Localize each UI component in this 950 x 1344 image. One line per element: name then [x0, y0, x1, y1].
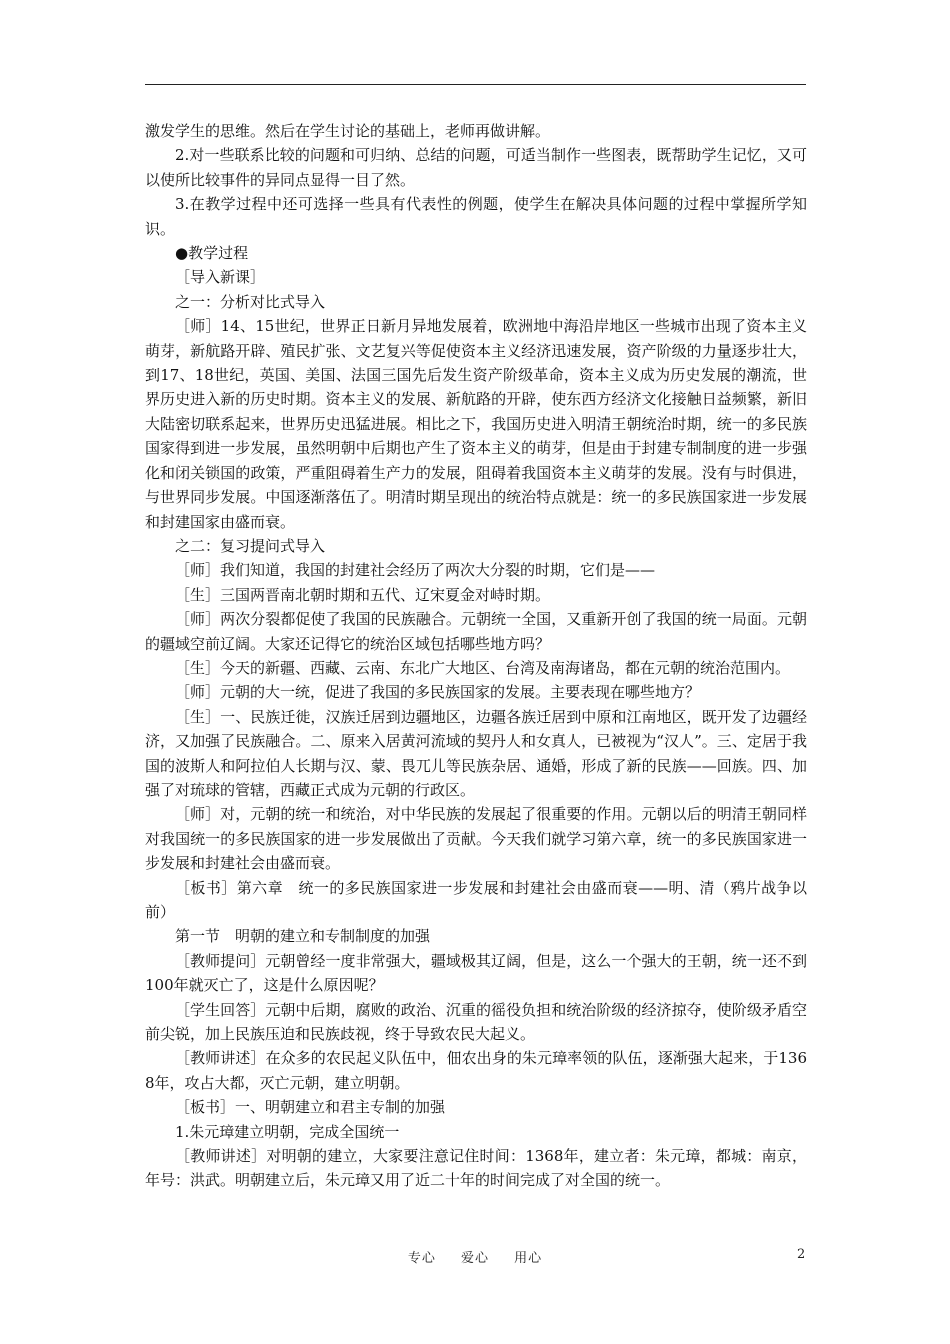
paragraph: 2.对一些联系比较的问题和可归纳、总结的问题，可适当制作一些图表，既帮助学生记忆，又可以使所比较事件的异同点显得一目了然。: [145, 146, 807, 189]
paragraph: ［板书］第六章 统一的多民族国家进一步发展和封建社会由盛而衰——明、清（鸦片战争以前）: [145, 878, 807, 921]
page-number: 2: [797, 1247, 806, 1262]
paragraph: ［生］今天的新疆、西藏、云南、东北广大地区、台湾及南海诸岛，都在元朝的统治范围内。: [175, 658, 791, 677]
header-rule: [145, 84, 806, 85]
paragraph: ［教师提问］元朝曾经一度非常强大，疆域极其辽阔，但是，这么一个强大的王朝，统一还不到100年就灭亡了，这是什么原因呢？: [145, 951, 807, 995]
paragraph: ［师］元朝的大一统，促进了我国的多民族国家的发展。主要表现在哪些地方？: [175, 683, 701, 702]
footer-motto: [0, 1247, 950, 1266]
document-body: [145, 119, 807, 1193]
paragraph: ［教师讲述］在众多的农民起义队伍中，佃农出身的朱元璋率领的队伍，逐渐强大起来，于1368年，攻占大都，灭亡元朝，建立明朝。: [145, 1049, 807, 1092]
paragraph: 激发学生的思维。然后在学生讨论的基础上，老师再做讲解。: [145, 122, 551, 140]
footer-motto-word: 用心: [514, 1251, 543, 1266]
paragraph: ［生］三国两晋南北朝时期和五代、辽宋夏金对峙时期。: [175, 585, 551, 604]
paragraph: 之二：复习提问式导入: [175, 536, 326, 555]
paragraph: ［板书］一、明朝建立和君主专制的加强: [175, 1098, 446, 1117]
paragraph: ［师］两次分裂都促使了我国的民族融合。元朝统一全国，又重新开创了我国的统一局面。元朝的疆域空前辽阔。大家还记得它的统治区域包括哪些地方吗？: [145, 610, 807, 653]
paragraph: 3.在教学过程中还可选择一些具有代表性的例题，使学生在解决具体问题的过程中掌握所学知识。: [145, 195, 807, 238]
paragraph: 第一节 明朝的建立和专制制度的加强: [175, 927, 431, 946]
paragraph: ［生］一、民族迁徙，汉族迁居到边疆地区，边疆各族迁居到中原和江南地区，既开发了边疆经济，又加强了民族融合。二、原来入居黄河流域的契丹人和女真人，已被视为“汉人”。三、定居于我国的波斯人和阿拉伯人长期与汉、蒙、畏兀儿等民族杂居、通婚，形成了新的民族——回族。四、加强了对琉球的管辖，西藏正式成为元朝的行政区。: [145, 707, 807, 799]
paragraph: 1.朱元璋建立明朝，完成全国统一: [175, 1122, 400, 1141]
paragraph: ●教学过程: [175, 244, 249, 263]
paragraph: ［导入新课］: [175, 268, 266, 287]
paragraph: ［学生回答］元朝中后期，腐败的政治、沉重的徭役负担和统治阶级的经济掠夺，使阶级矛盾空前尖锐，加上民族压迫和民族歧视，终于导致农民大起义。: [145, 1000, 807, 1044]
paragraph: ［师］14、15世纪，世界正日新月异地发展着，欧洲地中海沿岸地区一些城市出现了资本主义萌芽，新航路开辟、殖民扩张、文艺复兴等促使资本主义经济迅速发展，资产阶级的力量逐步壮大，到17、18世纪，英国、美国、法国三国先后发生资产阶级革命，资本主义成为历史发展的潮流，世界历史进入新的历史时期。资本主义的发展、新航路的开辟，使东西方经济文化接触日益频繁，新旧大陆密切联系起来，世界历史迅猛进展。相比之下，我国历史进入明清王朝统治时期，统一的多民族国家得到进一步发展，虽然明朝中后期也产生了资本主义的萌芽，但是由于封建专制制度的进一步强化和闭关锁国的政策，严重阻碍着生产力的发展，阻碍着我国资本主义萌芽的发展。没有与时俱进，与世界同步发展。中国逐渐落伍了。明清时期呈现出的统治特点就是：统一的多民族国家进一步发展和封建国家由盛而衰。: [145, 317, 807, 531]
footer-motto-word: 爱心: [460, 1251, 489, 1266]
paragraph: ［师］我们知道，我国的封建社会经历了两次大分裂的时期，它们是——: [175, 561, 656, 580]
paragraph: 之一：分析对比式导入: [175, 292, 326, 311]
paragraph: ［教师讲述］对明朝的建立，大家要注意记住时间：1368年，建立者：朱元璋，都城：南京，年号：洪武。明朝建立后，朱元璋又用了近二十年的时间完成了对全国的统一。: [145, 1147, 807, 1190]
paragraph: ［师］对，元朝的统一和统治，对中华民族的发展起了很重要的作用。元朝以后的明清王朝同样对我国统一的多民族国家的进一步发展做出了贡献。今天我们就学习第六章，统一的多民族国家进一步发展和封建社会由盛而衰。: [145, 805, 807, 873]
footer-motto-word: 专心: [407, 1251, 436, 1266]
